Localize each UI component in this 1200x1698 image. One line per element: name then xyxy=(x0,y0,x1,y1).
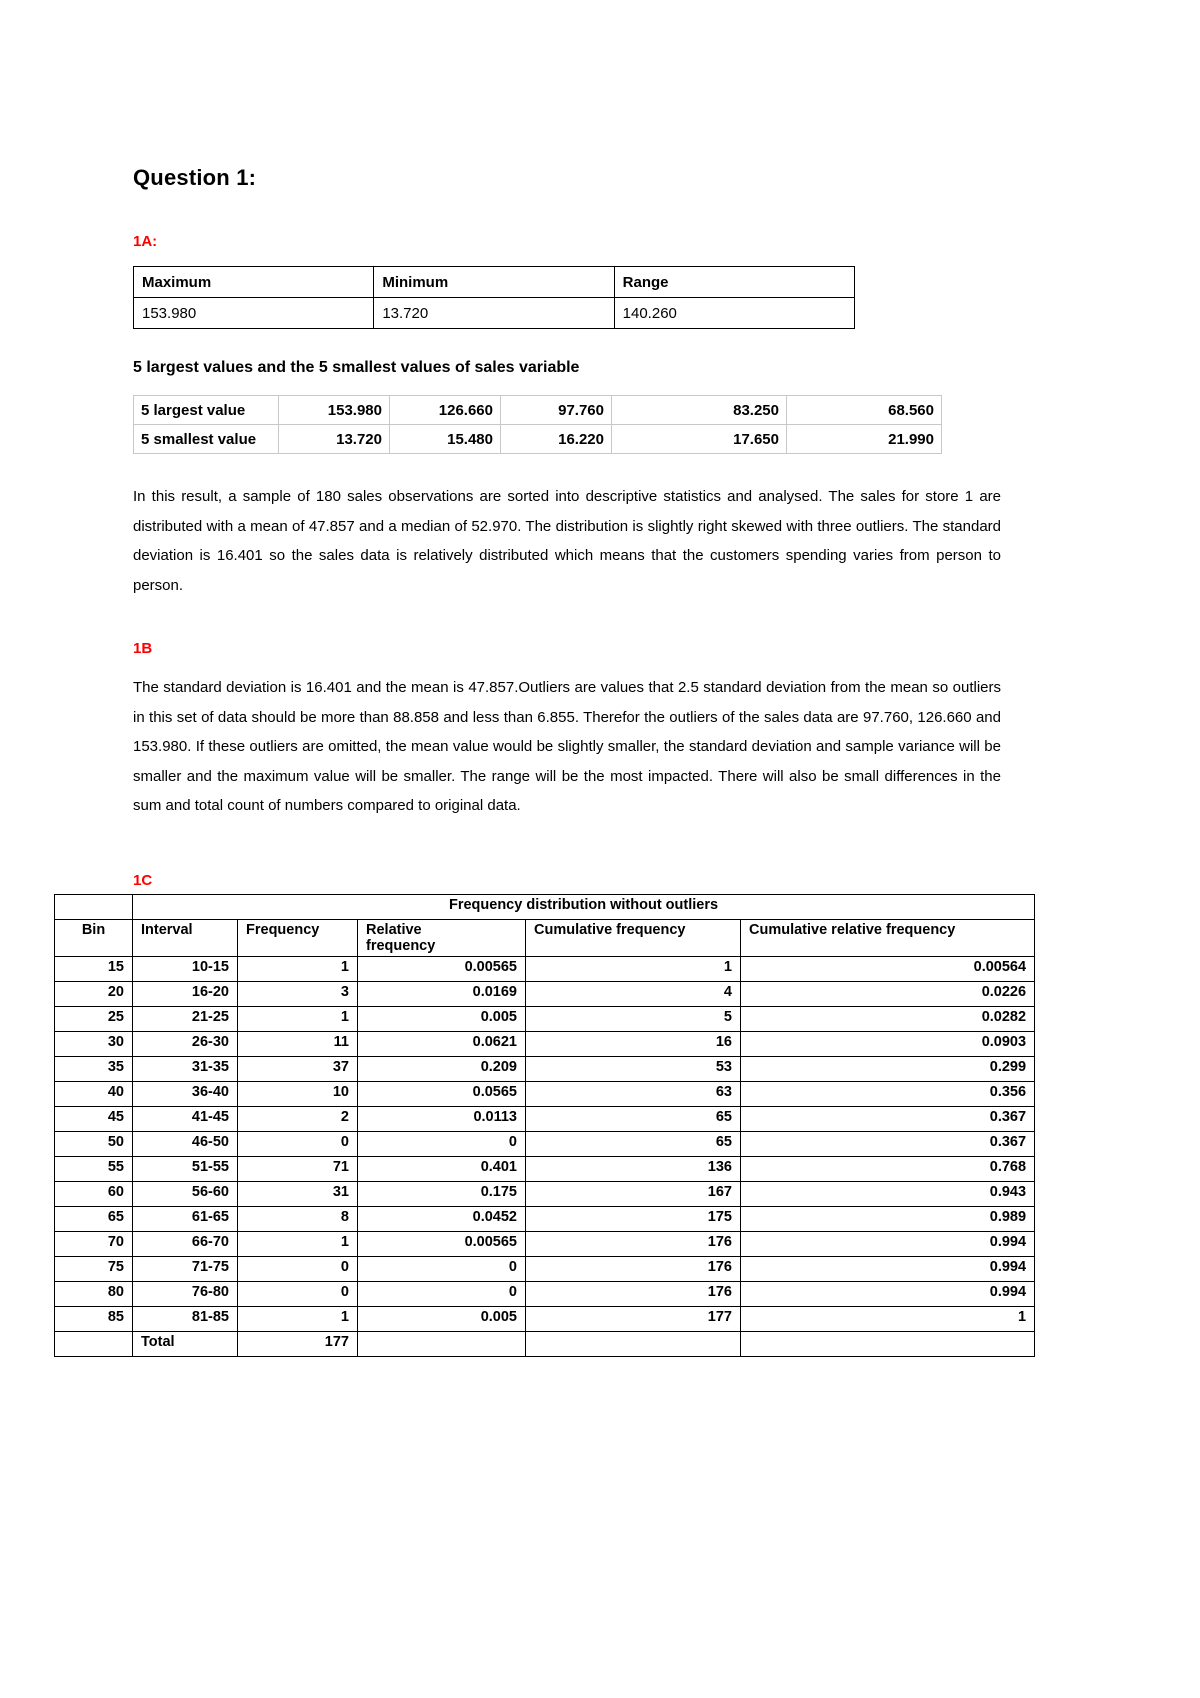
cell-relative: 0.00565 xyxy=(358,1232,526,1257)
table-row xyxy=(55,1307,1035,1332)
cell-relative: 0 xyxy=(358,1257,526,1282)
cell-cum-relative: 0.994 xyxy=(741,1282,1035,1307)
value-range: 140.260 xyxy=(614,298,854,329)
largest-value-3: 97.760 xyxy=(501,396,612,425)
cell-cum-relative: 0.994 xyxy=(741,1232,1035,1257)
cell-frequency: 37 xyxy=(238,1057,358,1082)
cell-cum-relative: 0.367 xyxy=(741,1107,1035,1132)
cell-total-relative xyxy=(358,1332,526,1357)
cell-cumulative: 176 xyxy=(526,1232,741,1257)
cell-cum-relative: 0.299 xyxy=(741,1057,1035,1082)
cell-cum-relative: 0.768 xyxy=(741,1157,1035,1182)
cell-relative: 0.0452 xyxy=(358,1207,526,1232)
cell-total-frequency: 177 xyxy=(238,1332,358,1357)
smallest-value-4: 17.650 xyxy=(612,425,787,454)
cell-cumulative: 16 xyxy=(526,1032,741,1057)
cell-bin: 20 xyxy=(55,982,133,1007)
cell-bin: 60 xyxy=(55,1182,133,1207)
table-row xyxy=(55,1132,1035,1157)
table-row xyxy=(55,1182,1035,1207)
paragraph-1b: The standard deviation is 16.401 and the mean is 47.857.Outliers are values that 2.5 standard deviation from the mean so outliers in this set of data should be more than 88.858 and less than 6.855. Therefor the outliers of the sales data are 97.760, 126.660 and 153.980. If these outliers are omitted, the mean value would be slightly smaller, the standard deviation and sample variance will be smaller and the maximum value will be smaller. The range will be the most impacted. There will also be small differences in the sum and total count of numbers compared to original data. xyxy=(133,679,1001,814)
cell-cumulative: 176 xyxy=(526,1282,741,1307)
cell-relative: 0.175 xyxy=(358,1182,526,1207)
table-row xyxy=(55,1107,1035,1132)
table-row xyxy=(55,1232,1035,1257)
header-cumulative-relative-frequency: Cumulative relative frequency xyxy=(741,920,1035,957)
cell-frequency: 31 xyxy=(238,1182,358,1207)
cell-bin: 75 xyxy=(55,1257,133,1282)
cell-total-label: Total xyxy=(133,1332,238,1357)
table-row xyxy=(55,1057,1035,1082)
value-maximum: 153.980 xyxy=(134,298,374,329)
cell-bin: 70 xyxy=(55,1232,133,1257)
header-relative-line1: Relative xyxy=(366,922,422,938)
frequency-distribution-table xyxy=(54,894,1035,1357)
cell-bin-total xyxy=(55,1332,133,1357)
smallest-value-2: 15.480 xyxy=(390,425,501,454)
table-row-header xyxy=(55,920,1035,957)
cell-frequency: 71 xyxy=(238,1157,358,1182)
empty-corner-cell xyxy=(55,895,133,920)
page-title: Question 1: xyxy=(133,165,257,190)
cell-interval: 76-80 xyxy=(133,1282,238,1307)
table-row xyxy=(55,1157,1035,1182)
cell-bin: 50 xyxy=(55,1132,133,1157)
table-row xyxy=(55,1282,1035,1307)
cell-interval: 10-15 xyxy=(133,957,238,982)
table-row xyxy=(134,425,942,454)
header-bin: Bin xyxy=(55,920,133,957)
header-relative-line2: frequency xyxy=(366,938,436,954)
cell-relative: 0.0169 xyxy=(358,982,526,1007)
table-row xyxy=(55,957,1035,982)
cell-cum-relative: 0.943 xyxy=(741,1182,1035,1207)
cell-interval: 36-40 xyxy=(133,1082,238,1107)
cell-cumulative: 175 xyxy=(526,1207,741,1232)
cell-cumulative: 4 xyxy=(526,982,741,1007)
cell-frequency: 1 xyxy=(238,1232,358,1257)
cell-interval: 31-35 xyxy=(133,1057,238,1082)
cell-relative: 0.005 xyxy=(358,1007,526,1032)
cell-cumulative: 53 xyxy=(526,1057,741,1082)
cell-bin: 85 xyxy=(55,1307,133,1332)
cell-total-cum-relative xyxy=(741,1332,1035,1357)
cell-bin: 30 xyxy=(55,1032,133,1057)
cell-cum-relative: 0.994 xyxy=(741,1257,1035,1282)
cell-cumulative: 65 xyxy=(526,1132,741,1157)
cell-bin: 15 xyxy=(55,957,133,982)
cell-bin: 25 xyxy=(55,1007,133,1032)
cell-relative: 0.00565 xyxy=(358,957,526,982)
largest-value-4: 83.250 xyxy=(612,396,787,425)
cell-cumulative: 63 xyxy=(526,1082,741,1107)
table-row xyxy=(134,298,855,329)
largest-value-1: 153.980 xyxy=(279,396,390,425)
cell-interval: 56-60 xyxy=(133,1182,238,1207)
frequency-table-wrapper xyxy=(54,894,1034,1357)
cell-frequency: 0 xyxy=(238,1257,358,1282)
cell-interval: 16-20 xyxy=(133,982,238,1007)
cell-relative: 0.0113 xyxy=(358,1107,526,1132)
header-cumulative-frequency: Cumulative frequency xyxy=(526,920,741,957)
cell-total-cumulative xyxy=(526,1332,741,1357)
cell-cum-relative: 0.989 xyxy=(741,1207,1035,1232)
cell-interval: 21-25 xyxy=(133,1007,238,1032)
header-relative-frequency xyxy=(358,920,526,957)
cell-bin: 65 xyxy=(55,1207,133,1232)
cell-cum-relative: 0.367 xyxy=(741,1132,1035,1157)
cell-cum-relative: 0.00564 xyxy=(741,957,1035,982)
cell-frequency: 1 xyxy=(238,1307,358,1332)
cell-frequency: 10 xyxy=(238,1082,358,1107)
cell-relative: 0.209 xyxy=(358,1057,526,1082)
table-row xyxy=(55,1207,1035,1232)
cell-interval: 66-70 xyxy=(133,1232,238,1257)
cell-cumulative: 176 xyxy=(526,1257,741,1282)
header-maximum: Maximum xyxy=(134,267,374,298)
cell-interval: 61-65 xyxy=(133,1207,238,1232)
cell-relative: 0.0565 xyxy=(358,1082,526,1107)
cell-bin: 80 xyxy=(55,1282,133,1307)
min-max-range-table xyxy=(133,266,855,329)
row-label-smallest: 5 smallest value xyxy=(134,425,279,454)
cell-frequency: 11 xyxy=(238,1032,358,1057)
spacer xyxy=(133,626,1001,640)
cell-relative: 0.0621 xyxy=(358,1032,526,1057)
cell-cumulative: 1 xyxy=(526,957,741,982)
cell-cum-relative: 0.0282 xyxy=(741,1007,1035,1032)
cell-cumulative: 167 xyxy=(526,1182,741,1207)
table-row xyxy=(55,1257,1035,1282)
cell-cum-relative: 0.356 xyxy=(741,1082,1035,1107)
header-range: Range xyxy=(614,267,854,298)
header-minimum: Minimum xyxy=(374,267,614,298)
cell-interval: 81-85 xyxy=(133,1307,238,1332)
cell-bin: 40 xyxy=(55,1082,133,1107)
extremes-heading: 5 largest values and the 5 smallest values of sales variable xyxy=(133,359,580,376)
table-row xyxy=(55,1032,1035,1057)
table-row xyxy=(55,982,1035,1007)
cell-frequency: 1 xyxy=(238,1007,358,1032)
frequency-table-title: Frequency distribution without outliers xyxy=(133,895,1035,920)
extreme-values-table xyxy=(133,395,942,454)
table-row xyxy=(55,1007,1035,1032)
cell-relative: 0.005 xyxy=(358,1307,526,1332)
largest-value-5: 68.560 xyxy=(787,396,942,425)
cell-interval: 41-45 xyxy=(133,1107,238,1132)
cell-frequency: 0 xyxy=(238,1132,358,1157)
document-content xyxy=(133,165,1001,821)
header-frequency: Frequency xyxy=(238,920,358,957)
cell-cumulative: 5 xyxy=(526,1007,741,1032)
cell-cum-relative: 0.0903 xyxy=(741,1032,1035,1057)
section-label-1a: 1A: xyxy=(133,233,158,250)
smallest-value-5: 21.990 xyxy=(787,425,942,454)
cell-cum-relative: 0.0226 xyxy=(741,982,1035,1007)
cell-interval: 71-75 xyxy=(133,1257,238,1282)
section-label-1c: 1C xyxy=(133,872,153,889)
table-row-header xyxy=(134,267,855,298)
section-label-1b: 1B xyxy=(133,640,153,657)
cell-interval: 46-50 xyxy=(133,1132,238,1157)
cell-interval: 51-55 xyxy=(133,1157,238,1182)
cell-interval: 26-30 xyxy=(133,1032,238,1057)
cell-bin: 45 xyxy=(55,1107,133,1132)
smallest-value-3: 16.220 xyxy=(501,425,612,454)
value-minimum: 13.720 xyxy=(374,298,614,329)
table-row xyxy=(134,396,942,425)
cell-frequency: 1 xyxy=(238,957,358,982)
smallest-value-1: 13.720 xyxy=(279,425,390,454)
table-row-total xyxy=(55,1332,1035,1357)
table-title-row xyxy=(55,895,1035,920)
cell-cum-relative: 1 xyxy=(741,1307,1035,1332)
largest-value-2: 126.660 xyxy=(390,396,501,425)
cell-relative: 0.401 xyxy=(358,1157,526,1182)
paragraph-1a: In this result, a sample of 180 sales observations are sorted into descriptive statistics and analysed. The sales for store 1 are distributed with a mean of 47.857 and a median of 52.970. The distribution is slightly right skewed with three outliers. The standard deviation is 16.401 so the sales data is relatively distributed which means that the customers spending varies from person to person. xyxy=(133,488,1001,594)
cell-cumulative: 65 xyxy=(526,1107,741,1132)
cell-cumulative: 177 xyxy=(526,1307,741,1332)
cell-bin: 55 xyxy=(55,1157,133,1182)
table-row xyxy=(55,1082,1035,1107)
cell-relative: 0 xyxy=(358,1132,526,1157)
header-interval: Interval xyxy=(133,920,238,957)
cell-frequency: 0 xyxy=(238,1282,358,1307)
cell-frequency: 3 xyxy=(238,982,358,1007)
row-label-largest: 5 largest value xyxy=(134,396,279,425)
cell-cumulative: 136 xyxy=(526,1157,741,1182)
cell-bin: 35 xyxy=(55,1057,133,1082)
cell-frequency: 2 xyxy=(238,1107,358,1132)
cell-frequency: 8 xyxy=(238,1207,358,1232)
cell-relative: 0 xyxy=(358,1282,526,1307)
